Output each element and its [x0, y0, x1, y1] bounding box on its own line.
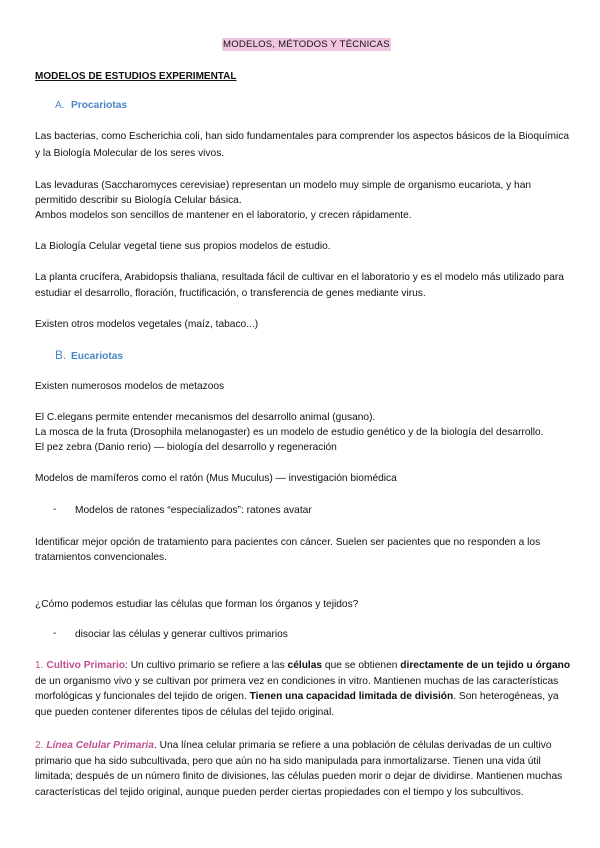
text-segment: . Son heterogéneas, ya [453, 691, 559, 702]
para-cell-line-line2: primario que ha sido subcultivada, pero que aún no ha sido manipulada para inmortalizarse. Tienen una vida útil [35, 756, 541, 767]
para-primary-culture-line3 [35, 690, 559, 703]
text-segment: que se obtienen [322, 660, 401, 671]
para-yeast-line2: permitido describir su Biología Celular básica. [35, 195, 242, 206]
section-a-title [55, 99, 127, 112]
para-arabidopsis-line1: La planta crucífera, Arabidopsis thaliana, resultada fácil de cultivar en el laboratorio y es el modelo más utilizado para [35, 272, 564, 283]
para-cancer-line1: Identificar mejor opción de tratamiento para pacientes con cáncer. Suelen ser pacientes que no responden a los [35, 537, 541, 548]
bold-cells: células [287, 660, 323, 671]
para-cell-line-line1 [35, 739, 551, 752]
para-other-plants: Existen otros modelos vegetales (maíz, tabaco...) [35, 319, 259, 330]
para-metazoa: Existen numerosos modelos de metazoos [35, 381, 225, 392]
bullet-avatar-mice: Modelos de ratones “especializados”: ratones avatar [75, 505, 312, 516]
para-primary-culture-line1 [35, 659, 570, 672]
text-segment: : Un cultivo primario se refiere a las [125, 660, 288, 671]
para-zebrafish: El pez zebra (Danio rerio) — biología del desarrollo y regeneración [35, 442, 337, 453]
text-segment: . Una línea celular primaria se refiere a una población de células derivadas de un cultivo [153, 740, 552, 751]
para-mammals: Modelos de mamíferos como el ratón (Mus Muculus) — investigación biomédica [35, 473, 397, 484]
bold-limited-division: Tienen una capacidad limitada de división [249, 691, 454, 702]
para-cancer-line2: tratamientos convencionales. [35, 552, 167, 563]
section-heading: MODELOS DE ESTUDIOS EXPERIMENTAL [35, 71, 237, 82]
question-line: ¿Cómo podemos estudiar las células que forman los órganos y tejidos? [35, 599, 359, 610]
section-b-label: Eucariotas [71, 351, 124, 362]
para-arabidopsis-line2: estudiar el desarrollo, floración, fructificación, o transferencia de genes mediante virus. [35, 288, 426, 299]
term-primary-cell-line: Línea Celular Primaria [46, 740, 154, 751]
para-primary-culture-line4: que pueden contener diferentes tipos de células del tejido original. [35, 707, 335, 718]
para-yeast-line1: Las levaduras (Saccharomyces cerevisiae) representan un modelo muy simple de organismo eucariota, y han [35, 180, 532, 191]
para-drosophila: La mosca de la fruta (Drosophila melanogaster) es un modelo de estudio genético y de la biología del desarrollo. [35, 427, 544, 438]
section-a-label: Procariotas [71, 100, 128, 111]
section-a-letter: A. [55, 100, 65, 111]
item-number-2: 2. [35, 740, 44, 751]
para-celegans: El C.elegans permite entender mecanismos del desarrollo animal (gusano). [35, 412, 376, 423]
bold-direct-tissue: directamente de un tejido u órgano [400, 660, 571, 671]
page-title: MODELOS, MÉTODOS Y TÉCNICAS [223, 39, 390, 50]
para-cell-line-line4: características del tejido original, aunque pueden perder ciertas propiedades con el tiempo y los subcultivos. [35, 787, 524, 798]
text-segment: morfológicas y funcionales del tejido de origen. [35, 691, 250, 702]
section-b-letter: B. [55, 348, 67, 362]
para-plant-bio: La Biología Celular vegetal tiene sus propios modelos de estudio. [35, 241, 331, 252]
bullet-dash: - [53, 628, 57, 639]
para-primary-culture-line2: de un organismo vivo y se cultivan por primera vez en condiciones in vitro. Mantienen muchas de las características [35, 676, 559, 687]
term-primary-culture: Cultivo Primario [46, 660, 126, 671]
item-number-1: 1. [35, 660, 44, 671]
para-bacteria-line2: y la Biología Molecular de los seres vivos. [35, 148, 225, 159]
para-yeast-line3: Ambos modelos son sencillos de mantener en el laboratorio, y crecen rápidamente. [35, 210, 412, 221]
section-b-title [55, 349, 123, 363]
bullet-dash: - [53, 504, 57, 515]
bullet-primary-cultures: disociar las células y generar cultivos primarios [75, 629, 288, 640]
para-cell-line-line3: limitada; después de un número finito de divisiones, las células pueden morir o dejar de dividirse. Mantienen muchas [35, 771, 563, 782]
para-bacteria-line1: Las bacterias, como Escherichia coli, han sido fundamentales para comprender los aspectos básicos de la Bioquímica [35, 131, 569, 142]
